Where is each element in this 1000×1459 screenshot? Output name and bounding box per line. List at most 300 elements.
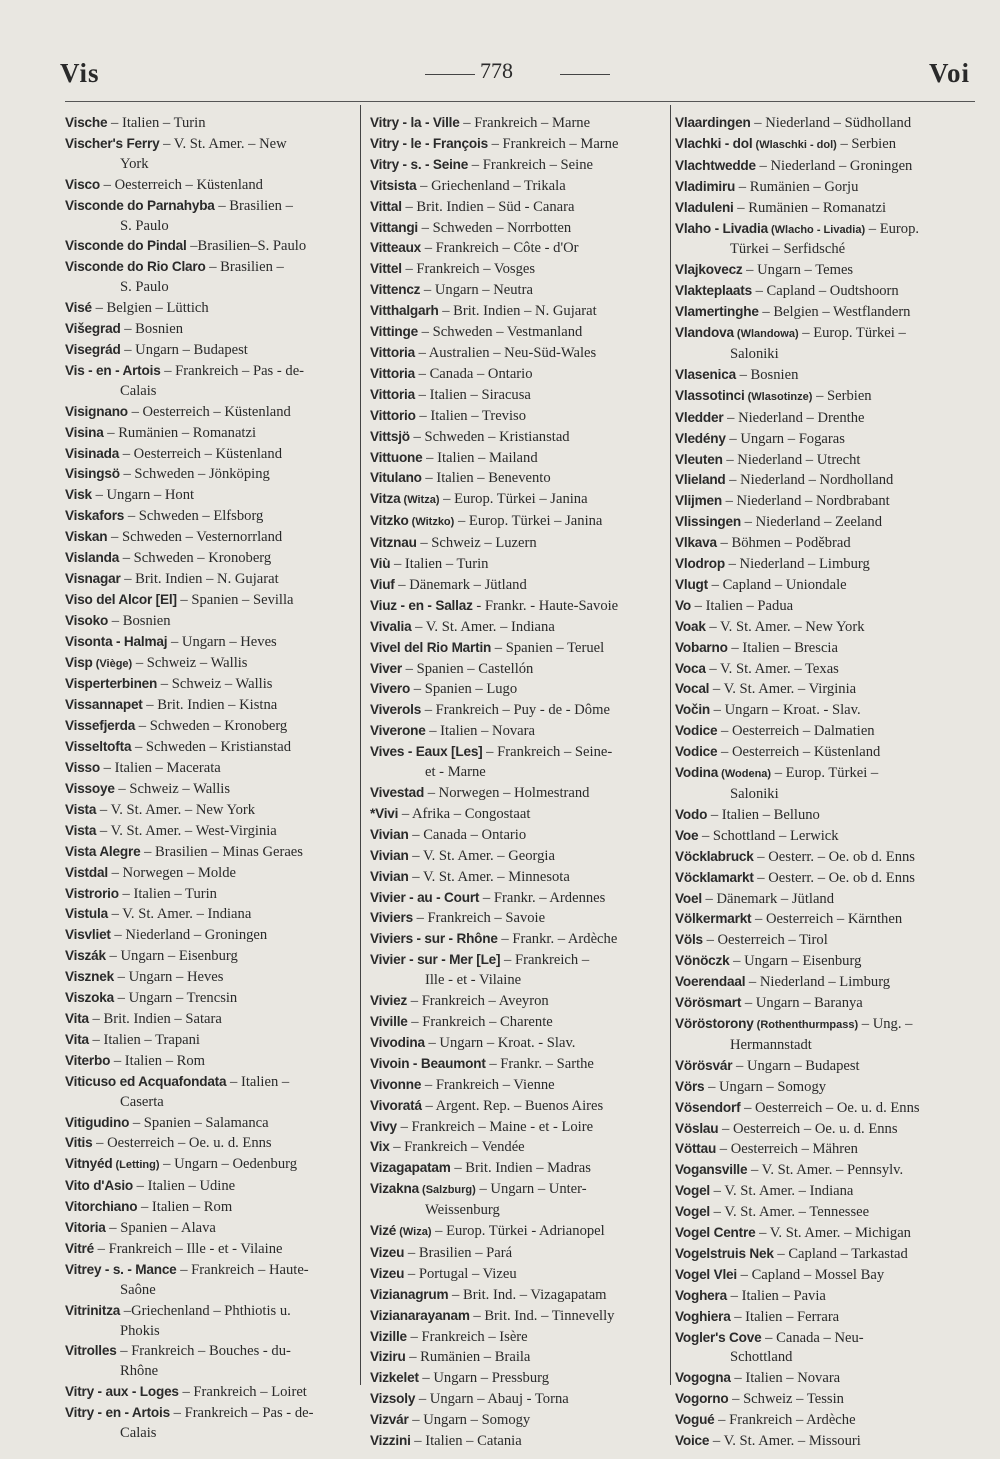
entry-headword: Vista	[65, 822, 97, 838]
entry-headword: Vistrorio	[65, 885, 119, 901]
gazetteer-entry	[65, 653, 355, 675]
entry-location: – Frankreich – Vienne	[421, 1076, 555, 1093]
gazetteer-entry	[370, 908, 666, 929]
gazetteer-entry	[370, 1389, 666, 1410]
entry-location: – Frankreich – Pas - de-	[169, 1405, 314, 1422]
gazetteer-entry	[675, 909, 975, 930]
entry-location: – Frankreich – Savoie	[412, 910, 546, 927]
entry-location: – Schweden – Norrbotten	[418, 219, 572, 236]
gazetteer-entry	[675, 826, 975, 847]
entry-location: – Italien – Treviso	[415, 407, 526, 424]
entry-headword: Vitrinitza	[65, 1302, 121, 1318]
gazetteer-entry	[675, 1328, 975, 1369]
gazetteer-entry	[675, 113, 975, 134]
gazetteer-entry	[65, 569, 355, 590]
entry-headword: Viviers - sur - Rhône	[370, 931, 498, 947]
entry-location: – Dänemark – Jütland	[394, 576, 527, 593]
entry-location: – Schweiz – Wallis	[132, 654, 248, 671]
entry-headword: Visco	[65, 176, 101, 192]
gazetteer-entry	[65, 863, 355, 884]
entry-continuation: S. Paulo	[120, 217, 169, 234]
entry-location: – Spanien – Castellón	[402, 660, 534, 677]
gazetteer-entry	[675, 302, 975, 323]
entry-location: – Oesterreich – Küstenland	[119, 445, 282, 462]
gazetteer-entry	[65, 527, 355, 548]
gazetteer-entry	[675, 1389, 975, 1410]
entry-headword: Vittel	[370, 261, 402, 277]
entry-location: – Italien – Mailand	[422, 449, 538, 466]
entry-location: – Oesterr. – Oe. ob d. Enns	[753, 848, 915, 865]
entry-headword: Vitulano	[370, 470, 422, 486]
gazetteer-entry	[675, 596, 975, 617]
entry-location: – Brasilien –	[214, 197, 293, 214]
entry-alt-name: (Wlasotinze)	[744, 390, 813, 403]
entry-location: – Europ. Türkei - Adrianopel	[431, 1223, 605, 1240]
entry-headword: Višegrad	[65, 321, 121, 337]
entry-headword: Viver	[370, 660, 403, 676]
gazetteer-entry	[370, 991, 666, 1012]
gazetteer-entry	[675, 951, 975, 972]
entry-location: – Dänemark – Jütland	[701, 890, 835, 907]
gazetteer-entry	[65, 1154, 355, 1176]
entry-location: – Niederland – Nordbrabant	[721, 493, 890, 510]
entry-headword: Vodice	[675, 744, 718, 760]
entry-headword: Vix	[370, 1139, 390, 1155]
entry-location: – V. St. Amer. – Pennsylv.	[747, 1162, 904, 1179]
entry-headword: Visconde do Pindal	[65, 238, 187, 254]
gazetteer-entry	[370, 364, 666, 385]
entry-headword: Visconde do Parnahyba	[65, 197, 215, 213]
entry-headword: Vitry - la - Ville	[370, 115, 460, 130]
header-divider	[65, 101, 975, 102]
gazetteer-entry	[675, 156, 975, 177]
entry-location: – V. St. Amer. – Virginia	[709, 681, 857, 698]
entry-headword: Vöttau	[675, 1141, 717, 1157]
gazetteer-entry	[675, 930, 975, 951]
gazetteer-entry	[675, 659, 975, 680]
entry-location: – Rumänien – Romanatzi	[733, 199, 887, 216]
entry-headword: Vogorno	[675, 1391, 729, 1407]
entry-location: – Frankreich – Isère	[406, 1328, 528, 1345]
entry-location: – Rumänien – Braila	[405, 1349, 531, 1366]
gazetteer-entry	[370, 1158, 666, 1179]
entry-location: – Europ. Türkei – Janina	[454, 513, 603, 530]
entry-location: – V. St. Amer. – Missouri	[709, 1433, 861, 1450]
entry-headword: Vitza	[370, 491, 401, 507]
entry-location: – V. St. Amer. – West-Virginia	[96, 822, 277, 839]
entry-headword: Vöslau	[675, 1120, 719, 1136]
entry-location: – Frankr. – Ardennes	[479, 889, 606, 906]
entry-location: – Ungarn – Pressburg	[418, 1370, 550, 1387]
gazetteer-entry	[65, 904, 355, 925]
gazetteer-entry	[370, 700, 666, 721]
entry-location: – Brit. Ind. – Tinnevelly	[469, 1307, 615, 1324]
entry-location: – V. St. Amer. – New York	[705, 618, 865, 635]
gazetteer-entry	[65, 1072, 355, 1113]
entry-location: – Ungarn – Fogaras	[725, 430, 845, 447]
entry-location: – Italien – Trapani	[88, 1031, 200, 1048]
entry-location: – Belgien – Lüttich	[91, 300, 209, 317]
entry-location: – V. St. Amer. – New	[159, 135, 287, 152]
gazetteer-entry	[675, 742, 975, 763]
entry-location: – Frankreich – Marne	[459, 115, 591, 131]
entry-headword: Vobarno	[675, 639, 728, 655]
entry-continuation: Calais	[120, 1425, 157, 1442]
gazetteer-entry	[65, 1197, 355, 1218]
entry-location: – Oesterreich – Küstenland	[717, 744, 881, 761]
gazetteer-entry	[675, 1160, 975, 1181]
header-left-word: Vis	[60, 58, 100, 88]
gazetteer-entry	[65, 821, 355, 842]
entry-location: – Ungarn – Heves	[113, 969, 224, 986]
gazetteer-entry	[370, 1179, 666, 1221]
gazetteer-entry	[675, 491, 975, 512]
entry-headword: Vivian	[370, 868, 409, 884]
gazetteer-entry	[675, 679, 975, 700]
entry-location: – Norwegen – Holmestrand	[424, 785, 590, 801]
gazetteer-entry	[65, 946, 355, 967]
entry-headword: Vizé	[370, 1223, 397, 1239]
gazetteer-entry	[65, 1113, 355, 1134]
entry-location: – Niederland – Limburg	[724, 556, 870, 573]
entry-headword: Vissannapet	[65, 697, 143, 713]
gazetteer-entry	[370, 846, 666, 867]
gazetteer-entry	[675, 1181, 975, 1202]
entry-headword: Vittinge	[370, 324, 418, 340]
entry-location: – Ungarn – Oedenburg	[159, 1156, 298, 1173]
gazetteer-entry	[675, 177, 975, 198]
entry-location: – Frankreich –	[500, 952, 590, 969]
entry-location: – Italien – Macerata	[100, 760, 221, 777]
gazetteer-entry	[65, 196, 355, 237]
entry-headword: Vodina	[675, 765, 719, 781]
gazetteer-entry	[65, 444, 355, 465]
entry-location: – Europ. Türkei –	[798, 325, 906, 342]
entry-location: – Ungarn – Eisenburg	[105, 948, 238, 965]
gazetteer-entry	[370, 155, 666, 176]
entry-headword: Völs	[675, 932, 703, 948]
gazetteer-entry	[65, 423, 355, 444]
entry-headword: Vizagapatam	[370, 1160, 451, 1176]
entry-headword: Vita	[65, 1010, 89, 1026]
entry-headword: Vivalia	[370, 618, 412, 634]
entry-headword: Vivian	[370, 826, 409, 842]
entry-headword: *Vivi	[370, 805, 399, 821]
entry-headword: Vives - Eaux [Les]	[370, 744, 483, 760]
gazetteer-entry	[370, 679, 666, 700]
gazetteer-entry	[370, 929, 666, 950]
entry-location: – Oesterreich – Dalmatien	[717, 723, 875, 740]
entry-location: – Frankreich – Marne	[487, 135, 619, 152]
gazetteer-entry	[675, 1119, 975, 1140]
entry-headword: Visp	[65, 654, 93, 670]
entry-location: – Europ. Türkei – Janina	[439, 491, 588, 508]
entry-headword: Völkermarkt	[675, 911, 752, 927]
entry-headword: Visingsö	[65, 466, 120, 482]
entry-location: – Schweden – Vestmanland	[418, 324, 583, 341]
gazetteer-entry	[370, 804, 666, 825]
gazetteer-entry	[675, 700, 975, 721]
entry-headword: Vivel del Rio Martin	[370, 639, 492, 655]
entry-headword: Vitis	[65, 1135, 93, 1151]
entry-headword: Vittoria	[370, 365, 415, 381]
gazetteer-entry	[370, 1347, 666, 1368]
entry-headword: Vogelstruis Nek	[675, 1245, 774, 1261]
gazetteer-entry	[675, 1265, 975, 1286]
gazetteer-entry	[65, 402, 355, 423]
entry-location: – Niederland – Groningen	[110, 927, 268, 944]
entry-headword: Vitzko	[370, 513, 409, 529]
entry-location: - Frankr. - Haute-Savoie	[472, 597, 619, 614]
entry-location: – Frankreich – Ille - et - Vilaine	[93, 1240, 283, 1257]
entry-headword: Vogler's Cove	[675, 1329, 762, 1345]
entry-headword: Vito d'Asio	[65, 1178, 133, 1194]
entry-alt-name: (Wlandowa)	[733, 328, 799, 341]
gazetteer-entry	[65, 925, 355, 946]
entry-headword: Vivestad	[370, 785, 425, 800]
entry-location: – Niederland – Nordholland	[725, 472, 894, 489]
entry-continuation: Weissenburg	[425, 1202, 500, 1219]
entry-alt-name: (Wodena)	[718, 768, 772, 781]
gazetteer-entry	[370, 406, 666, 427]
gazetteer-entry	[675, 429, 975, 450]
entry-headword: Vlasenica	[675, 366, 736, 382]
entry-headword: Visinada	[65, 445, 120, 461]
entry-location: – V. St. Amer. – Michigan	[755, 1225, 911, 1242]
entry-location: – Schweden – Kronoberg	[119, 550, 272, 567]
entry-headword: Viterbo	[65, 1052, 111, 1068]
entry-location: – Brit. Indien – Madras	[450, 1160, 591, 1177]
entry-headword: Vittoria	[370, 344, 415, 360]
entry-headword: Vitthalgarh	[370, 303, 439, 319]
entry-headword: Vlakteplaats	[675, 283, 752, 299]
gazetteer-entry	[370, 1306, 666, 1327]
gazetteer-entry	[675, 1307, 975, 1328]
gazetteer-entry	[675, 868, 975, 889]
entry-headword: Vivonne	[370, 1076, 422, 1092]
entry-location: – Frankreich – Haute-	[176, 1261, 309, 1278]
entry-headword: Vörs	[675, 1078, 705, 1094]
entry-location: – Ungarn – Temes	[742, 262, 854, 279]
entry-location: – Ungarn – Hont	[91, 487, 195, 504]
gazetteer-entry	[65, 800, 355, 821]
entry-location: – Canada – Neu-	[761, 1329, 864, 1346]
entry-location: – Brit. Indien – Süd - Canara	[401, 198, 575, 215]
entry-headword: Viverone	[370, 723, 426, 739]
gazetteer-entry	[65, 319, 355, 340]
gazetteer-entry	[65, 988, 355, 1009]
entry-headword: Vizille	[370, 1328, 407, 1344]
gazetteer-entry	[65, 361, 355, 402]
gazetteer-entry	[65, 611, 355, 632]
entry-headword: Vizianarayanam	[370, 1307, 470, 1323]
entry-location: – Ungarn – Budapest	[732, 1057, 860, 1074]
column-2	[370, 113, 666, 1452]
entry-location: – Italien – Padua	[690, 597, 794, 614]
gazetteer-entry	[675, 972, 975, 993]
entry-headword: Visso	[65, 760, 101, 776]
gazetteer-entry	[370, 1368, 666, 1389]
entry-headword: Vitorchiano	[65, 1199, 138, 1215]
entry-location: – Bosnien	[735, 366, 799, 383]
entry-headword: Vladuleni	[675, 199, 734, 215]
entry-location: – Europ. Türkei –	[771, 765, 879, 782]
gazetteer-entry	[675, 450, 975, 471]
gazetteer-entry	[65, 1030, 355, 1051]
entry-headword: Vlieland	[675, 472, 726, 488]
entry-headword: Vlkava	[675, 535, 717, 551]
entry-headword: Viverols	[370, 702, 422, 718]
entry-headword: Vizzini	[370, 1433, 411, 1449]
entry-location: – Brit. Ind. – Vizagapatam	[448, 1286, 607, 1303]
gazetteer-entry	[370, 468, 666, 489]
entry-location: – Italien – Benevento	[421, 470, 551, 487]
gazetteer-entry	[370, 617, 666, 638]
gazetteer-entry	[675, 1014, 975, 1056]
entry-location: – Frankreich – Charente	[407, 1013, 553, 1030]
entry-headword: Vitrolles	[65, 1343, 117, 1359]
entry-continuation: Phokis	[120, 1322, 160, 1339]
gazetteer-entry	[370, 134, 666, 155]
entry-location: – Schweiz – Wallis	[157, 676, 273, 693]
entry-headword: Vlodrop	[675, 556, 725, 572]
entry-location: – Serbien	[836, 135, 897, 152]
gazetteer-entry	[675, 847, 975, 868]
entry-headword: Vita	[65, 1031, 89, 1047]
gazetteer-entry	[370, 1410, 666, 1431]
gazetteer-entry	[675, 721, 975, 742]
gazetteer-entry	[370, 867, 666, 888]
gazetteer-entry	[65, 1133, 355, 1154]
entry-headword: Vista Alegre	[65, 843, 141, 859]
entry-headword: Vodice	[675, 723, 718, 739]
entry-location: – Oesterr. – Oe. ob d. Enns	[753, 869, 915, 886]
entry-headword: Vösendorf	[675, 1099, 741, 1115]
entry-alt-name: (Wiza)	[396, 1226, 432, 1239]
entry-headword: Vlaho - Livadia	[675, 220, 768, 236]
entry-headword: Vitry - s. - Seine	[370, 156, 469, 172]
entry-headword: Vitnyéd	[65, 1156, 113, 1172]
entry-headword: Viuf	[370, 576, 395, 592]
entry-headword: Vörösvár	[675, 1057, 733, 1073]
entry-headword: Viù	[370, 556, 391, 572]
entry-location: – Rumänien – Romanatzi	[103, 424, 257, 441]
gazetteer-entry	[65, 113, 355, 134]
entry-location: – Italien – Rom	[137, 1199, 233, 1216]
gazetteer-entry	[370, 1285, 666, 1306]
gazetteer-entry	[65, 758, 355, 779]
entry-headword: Vitry - le - François	[370, 135, 488, 151]
entry-location: – Italien – Belluno	[707, 806, 820, 823]
entry-location: – Ung. –	[858, 1015, 913, 1032]
entry-headword: Vittuone	[370, 449, 423, 465]
entry-headword: Vlissingen	[675, 514, 741, 530]
entry-headword: Visznek	[65, 969, 114, 985]
entry-headword: Vizkelet	[370, 1370, 419, 1386]
entry-location: – Rumänien – Gorju	[735, 178, 859, 195]
entry-headword: Vöröstorony	[675, 1015, 754, 1031]
entry-location: – Serbien	[812, 387, 872, 404]
entry-headword: Vitznau	[370, 535, 417, 551]
entry-headword: Vlaardingen	[675, 115, 751, 130]
entry-headword: Vitrey - s. - Mance	[65, 1261, 177, 1277]
gazetteer-entry	[65, 1301, 355, 1342]
entry-location: – Frankreich – Vendée	[389, 1139, 525, 1156]
gazetteer-entry	[370, 427, 666, 448]
gazetteer-entry	[370, 638, 666, 659]
gazetteer-entry	[675, 512, 975, 533]
gazetteer-entry	[675, 219, 975, 261]
entry-headword: Vistdal	[65, 864, 108, 880]
entry-headword: Vistula	[65, 906, 108, 922]
gazetteer-entry	[675, 386, 975, 408]
entry-headword: Visconde do Rio Claro	[65, 259, 206, 275]
entry-headword: Vitteaux	[370, 240, 422, 256]
entry-location: – Italien – Brescia	[727, 639, 838, 656]
entry-location: – Ungarn – Abauj - Torna	[415, 1391, 569, 1408]
entry-alt-name: (Witza)	[400, 494, 440, 507]
entry-alt-name: (Wlacho - Livadia)	[767, 223, 866, 236]
entry-continuation: Hermannstadt	[730, 1036, 812, 1053]
entry-location: – Spanien – Teruel	[491, 639, 605, 656]
entry-headword: Viticuso ed Acquafondata	[65, 1073, 227, 1089]
gazetteer-entry	[65, 1260, 355, 1301]
entry-location: – Brasilien – Minas Geraes	[140, 843, 303, 860]
entry-headword: Vogogna	[675, 1370, 731, 1386]
entry-location: – Ungarn – Neutra	[420, 282, 533, 299]
entry-headword: Vizeu	[370, 1244, 405, 1260]
entry-headword: Viville	[370, 1013, 408, 1029]
entry-headword: Vönöczk	[675, 953, 730, 969]
gazetteer-entry	[65, 548, 355, 569]
entry-headword: Vogué	[675, 1412, 715, 1428]
entry-continuation: Türkei – Serfidsché	[730, 241, 846, 258]
entry-headword: Vlachki - dol	[675, 135, 753, 151]
gazetteer-entry	[675, 1286, 975, 1307]
gazetteer-entry	[675, 1410, 975, 1431]
entry-headword: Vörösmart	[675, 995, 742, 1011]
column-3	[675, 113, 975, 1452]
entry-alt-name: (Rothenthurmpass)	[753, 1018, 859, 1031]
gazetteer-entry	[675, 1056, 975, 1077]
entry-headword: Vogel	[675, 1204, 711, 1220]
entry-location: – Oesterreich – Oe. u. d. Enns	[92, 1135, 272, 1152]
entry-headword: Voel	[675, 890, 702, 906]
entry-location: – Ungarn – Baranya	[741, 995, 863, 1012]
entry-location: – Italien – Turin	[107, 115, 206, 131]
entry-headword: Vlijmen	[675, 493, 722, 509]
entry-location: – Oesterreich – Tirol	[702, 932, 828, 949]
gazetteer-entry	[370, 721, 666, 742]
entry-continuation: Saône	[120, 1281, 156, 1298]
gazetteer-entry	[675, 323, 975, 365]
entry-location: – Italien – Rom	[110, 1052, 206, 1069]
gazetteer-entry	[370, 301, 666, 322]
entry-headword: Vitry - aux - Loges	[65, 1384, 179, 1400]
entry-headword: Vogel Vlei	[675, 1266, 737, 1282]
gazetteer-entry	[370, 489, 666, 511]
entry-headword: Vöcklamarkt	[675, 869, 754, 885]
entry-headword: Vlandova	[675, 325, 734, 341]
entry-location: – Argent. Rep. – Buenos Aires	[421, 1097, 604, 1114]
gazetteer-entry	[65, 175, 355, 196]
entry-headword: Vivy	[370, 1118, 397, 1134]
entry-headword: Visoko	[65, 612, 109, 628]
entry-location: – Europ.	[865, 220, 920, 237]
entry-headword: Viskafors	[65, 508, 125, 524]
gazetteer-entry	[675, 805, 975, 826]
entry-location: – Schweden – Elfsborg	[124, 508, 264, 525]
